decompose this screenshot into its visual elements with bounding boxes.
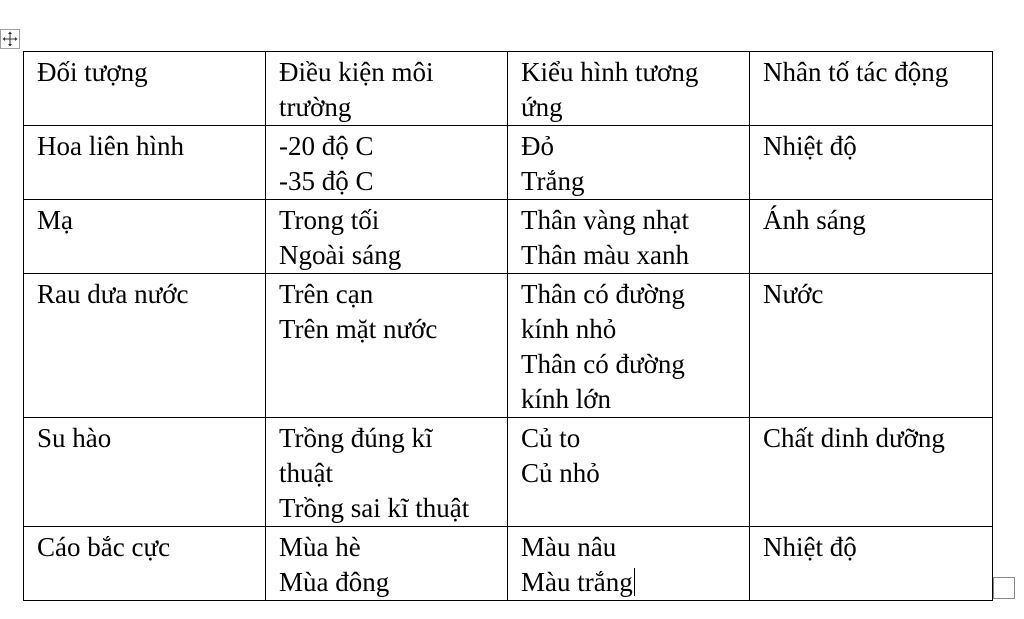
header-cell[interactable] bbox=[266, 52, 508, 126]
table-row bbox=[24, 200, 993, 274]
table-cell[interactable] bbox=[24, 527, 266, 601]
table-cell[interactable] bbox=[508, 418, 750, 527]
text-caret bbox=[634, 568, 635, 596]
cell-text: Rau dưa nước bbox=[37, 279, 189, 309]
cell-text: Thân vàng nhạt bbox=[521, 205, 689, 235]
table-cell[interactable] bbox=[266, 418, 508, 527]
cell-text: Su hào bbox=[37, 423, 112, 453]
table-cell[interactable] bbox=[24, 418, 266, 527]
table-row bbox=[24, 126, 993, 200]
cell-text: Ánh sáng bbox=[763, 205, 866, 235]
cell-text: ứng bbox=[521, 92, 563, 122]
cell-text: -35 độ C bbox=[279, 166, 374, 196]
cell-text: Thân có đường bbox=[521, 349, 685, 379]
cell-text: Màu nâu bbox=[521, 532, 617, 562]
table-cell[interactable] bbox=[266, 527, 508, 601]
table-cell[interactable] bbox=[508, 126, 750, 200]
cell-text: Hoa liên hình bbox=[37, 131, 184, 161]
header-cell[interactable] bbox=[750, 52, 993, 126]
cell-text: Trồng đúng kĩ bbox=[279, 423, 433, 453]
table-cell[interactable] bbox=[750, 527, 993, 601]
data-table bbox=[23, 51, 993, 601]
cell-text: Mùa đông bbox=[279, 567, 390, 597]
table-cell[interactable] bbox=[266, 126, 508, 200]
table-cell[interactable] bbox=[24, 274, 266, 418]
cell-text: kính lớn bbox=[521, 384, 612, 414]
table-row bbox=[24, 527, 993, 601]
table-row bbox=[24, 274, 993, 418]
table-cell[interactable] bbox=[24, 126, 266, 200]
table-cell[interactable] bbox=[508, 274, 750, 418]
cell-text: Mùa hè bbox=[279, 532, 361, 562]
cell-line-with-caret bbox=[521, 565, 741, 600]
cell-text: Kiểu hình tương bbox=[521, 57, 699, 87]
table-resize-handle[interactable] bbox=[993, 577, 1015, 599]
table-cell[interactable] bbox=[266, 274, 508, 418]
move-arrows-icon bbox=[2, 31, 18, 47]
cell-text: Nhiệt độ bbox=[763, 131, 857, 161]
cell-text: Nhiệt độ bbox=[763, 532, 857, 562]
header-cell[interactable] bbox=[508, 52, 750, 126]
cell-text: Mạ bbox=[37, 205, 73, 235]
cell-text: Củ to bbox=[521, 423, 581, 453]
table-move-handle[interactable] bbox=[0, 29, 20, 49]
cell-text: Trồng sai kĩ thuật bbox=[279, 493, 470, 523]
cell-text: Nước bbox=[763, 279, 824, 309]
table-cell[interactable] bbox=[508, 200, 750, 274]
header-cell[interactable] bbox=[24, 52, 266, 126]
cell-text: trường bbox=[279, 92, 352, 122]
cell-text: Củ nhỏ bbox=[521, 458, 600, 488]
cell-text: Trên mặt nước bbox=[279, 314, 438, 344]
cell-text: Trắng bbox=[521, 166, 585, 196]
table-cell[interactable] bbox=[508, 527, 750, 601]
cell-text: kính nhỏ bbox=[521, 314, 617, 344]
table-cell[interactable] bbox=[266, 200, 508, 274]
table-cell[interactable] bbox=[24, 200, 266, 274]
cell-text: -20 độ C bbox=[279, 131, 374, 161]
table-row bbox=[24, 418, 993, 527]
cell-text: Điều kiện môi bbox=[279, 57, 434, 87]
cell-text: Trên cạn bbox=[279, 279, 374, 309]
table-cell[interactable] bbox=[750, 126, 993, 200]
cell-text: Thân màu xanh bbox=[521, 240, 689, 270]
cell-text: Ngoài sáng bbox=[279, 240, 402, 270]
cell-text: thuật bbox=[279, 458, 333, 488]
cell-text: Đối tượng bbox=[37, 57, 148, 87]
table-cell[interactable] bbox=[750, 418, 993, 527]
cell-text: Chất dinh dưỡng bbox=[763, 423, 945, 453]
cell-text: Nhân tố tác động bbox=[763, 57, 949, 87]
table-cell[interactable] bbox=[750, 274, 993, 418]
cell-text: Cáo bắc cực bbox=[37, 532, 171, 562]
cell-text: Thân có đường bbox=[521, 279, 685, 309]
table-header-row bbox=[24, 52, 993, 126]
cell-text: Trong tối bbox=[279, 205, 380, 235]
cell-text: Màu trắng bbox=[521, 567, 633, 597]
table-cell[interactable] bbox=[750, 200, 993, 274]
cell-text: Đỏ bbox=[521, 131, 554, 161]
